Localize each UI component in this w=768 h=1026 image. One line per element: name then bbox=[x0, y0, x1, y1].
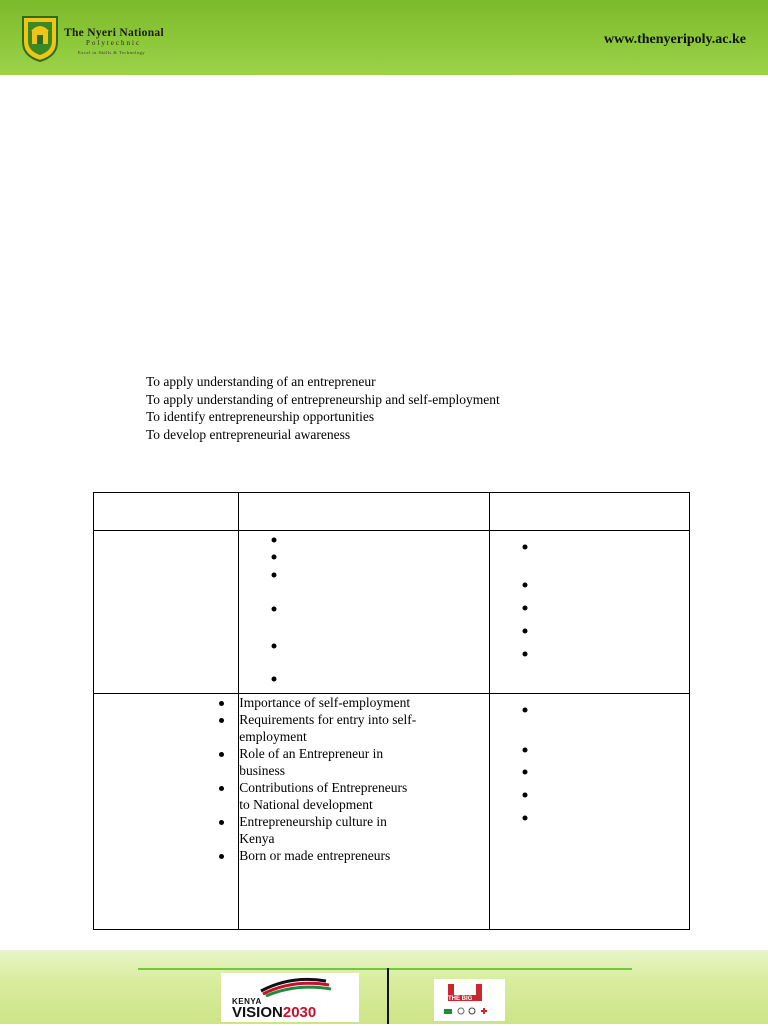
table-row bbox=[94, 694, 690, 930]
vision-label: VISION2030 bbox=[232, 1004, 317, 1021]
objective-line: To identify entrepreneurship opportunities bbox=[146, 409, 375, 424]
bullet-dot bbox=[522, 708, 527, 713]
list-item: Role of an Entrepreneur in business bbox=[239, 745, 419, 779]
institution-tagline: Excel in Skills & Technology bbox=[78, 50, 146, 55]
bullet-dot bbox=[272, 573, 277, 578]
bullet-dot bbox=[522, 606, 527, 611]
bullet-dot bbox=[522, 652, 527, 657]
footer-divider bbox=[387, 968, 389, 1024]
table-cell-content bbox=[239, 531, 489, 694]
table-row bbox=[94, 531, 690, 694]
table-header-cell bbox=[239, 493, 489, 531]
table-header-cell bbox=[489, 493, 689, 531]
content-bullets bbox=[239, 531, 489, 688]
vision-2030-logo bbox=[221, 973, 359, 1022]
table-header-row bbox=[94, 493, 690, 531]
list-item: Born or made entrepreneurs bbox=[239, 847, 419, 864]
bullet-dot bbox=[522, 793, 527, 798]
table-cell-topic bbox=[94, 694, 239, 930]
objective-line: To develop entrepreneurial awareness bbox=[146, 426, 351, 442]
list-item: Importance of self-employment bbox=[239, 694, 419, 711]
letterhead-header bbox=[0, 0, 768, 75]
table-cell-resources bbox=[489, 531, 689, 694]
kenya-flag-swoosh-icon bbox=[221, 973, 359, 997]
bullet-dot bbox=[272, 555, 277, 560]
big-four-label: THE BIG bbox=[448, 996, 473, 1002]
resource-bullets bbox=[490, 694, 690, 834]
bullet-dot bbox=[522, 583, 527, 588]
content-bullet-list bbox=[239, 694, 419, 864]
bullet-dot bbox=[522, 770, 527, 775]
objective-line: To apply understanding of entrepreneurship and self-employment bbox=[146, 391, 500, 407]
list-item: Requirements for entry into self-employment bbox=[239, 711, 419, 745]
bullet-dot bbox=[272, 677, 277, 682]
bullet-dot bbox=[522, 816, 527, 821]
bullet-dot bbox=[522, 545, 527, 550]
table-cell-resources bbox=[489, 694, 689, 930]
table-cell-content bbox=[239, 694, 489, 930]
bullet-dot bbox=[522, 629, 527, 634]
bullet-dot bbox=[272, 538, 277, 543]
content-table bbox=[93, 492, 690, 930]
letterhead-footer bbox=[0, 950, 768, 1024]
big-four-logo bbox=[434, 979, 505, 1021]
objective-line: To apply understanding of an entrepreneur bbox=[146, 374, 376, 389]
footer-rule bbox=[138, 968, 632, 970]
table-header-cell bbox=[94, 493, 239, 531]
vision-kenya-label: KENYA bbox=[232, 997, 262, 1006]
learning-objectives bbox=[146, 373, 500, 443]
polytechnic-crest-icon bbox=[20, 14, 60, 62]
institution-subtitle: Polytechnic bbox=[86, 39, 142, 47]
website-url[interactable]: www.thenyeripoly.ac.ke bbox=[604, 32, 746, 47]
resource-bullets bbox=[490, 531, 690, 688]
bullet-dot bbox=[522, 748, 527, 753]
bullet-dot bbox=[272, 607, 277, 612]
institution-name: The Nyeri National bbox=[64, 27, 164, 39]
list-item: Contributions of Entrepreneurs to National development bbox=[239, 779, 419, 813]
table-cell-topic bbox=[94, 531, 239, 694]
bullet-dot bbox=[272, 644, 277, 649]
list-item: Entrepreneurship culture in Kenya bbox=[239, 813, 419, 847]
